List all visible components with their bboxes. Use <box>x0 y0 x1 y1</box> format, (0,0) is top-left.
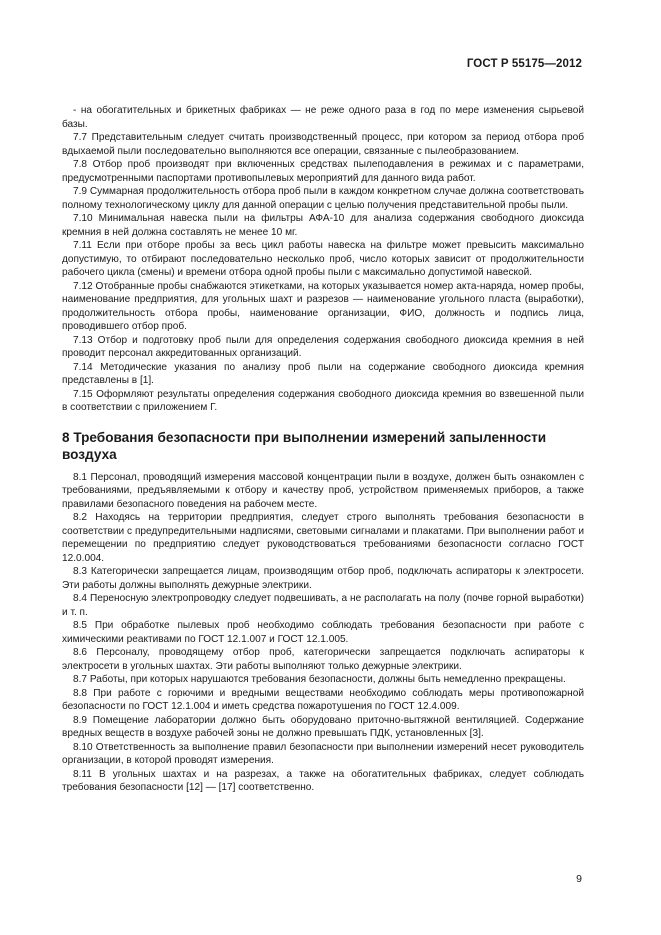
paragraph-8-2: 8.2 Находясь на территории предприятия, следует строго выполнять требования безопасности в соответствии с предупредительными надписями, световыми сигналами и плакатами. При выполнении работ и перемещении по предприятию следует руководствоваться требованиями безопасности согласно ГОСТ 12.0.004. <box>62 512 584 564</box>
paragraph-7-10: 7.10 Минимальная навеска пыли на фильтры АФА-10 для анализа содержания свободного диоксида кремния в ней должна составлять не менее 10 мг. <box>62 213 584 238</box>
paragraph-8-7: 8.7 Работы, при которых нарушаются требования безопасности, должны быть немедленно прекращены. <box>73 674 566 685</box>
paragraph-7-8: 7.8 Отбор проб производят при включенных средствах пылеподавления в режимах и с параметрами, предусмотренными паспортами противопылевых мероприятий для данного вида работ. <box>62 159 584 184</box>
document-code: ГОСТ Р 55175—2012 <box>466 58 582 70</box>
paragraph-7-13: 7.13 Отбор и подготовку проб пыли для определения содержания свободного диоксида кремния в ней проводит персонал аккредитованных организаций. <box>62 334 584 359</box>
paragraph-7-7: 7.7 Представительным следует считать производственный процесс, при котором за период отбора проб вдыхаемой пыли последовательно выполняются все операции, связанные с пылеобразованием. <box>62 132 584 157</box>
page-number: 9 <box>576 873 582 885</box>
paragraph-8-8: 8.8 При работе с горючими и вредными веществами необходимо соблюдать меры противопожарной безопасности по ГОСТ 12.1.004 и иметь средства пожаротушения по ГОСТ 12.4.009. <box>62 687 584 712</box>
section-8-heading: 8 Требования безопасности при выполнении измерений запыленности воздуха <box>62 429 547 462</box>
paragraph-7-12: 7.12 Отобранные пробы снабжаются этикетками, на которых указывается номер акта-наряда, номер пробы, наименование предприятия, для угольных шахт и разрезов — наименование угольного пласта (выработки), продолжительность отбора пробы, наименование организации, ФИО, должность и подпись лица, проводившего отбор проб. <box>62 280 584 332</box>
paragraph-8-1: 8.1 Персонал, проводящий измерения массовой концентрации пыли в воздухе, должен быть ознакомлен с требованиями, предъявляемыми к отбору и качеству проб, устройством применяемых приборов, а также правилами безопасного поведения на рабочем месте. <box>62 471 584 510</box>
paragraph-8-5: 8.5 При обработке пылевых проб необходимо соблюдать требования безопасности при работе с химическими реактивами по ГОСТ 12.1.007 и ГОСТ 12.1.005. <box>62 620 584 645</box>
paragraph-8-10: 8.10 Ответственность за выполнение правил безопасности при выполнении измерений несет руководитель организации, в которой проводят измерения. <box>62 741 584 766</box>
paragraph-8-6: 8.6 Персоналу, проводящему отбор проб, категорически запрещается подключать аспираторы к электросети в угольных шахтах. Эти работы выполняют только дежурные электрики. <box>62 647 584 672</box>
paragraph-7-14: 7.14 Методические указания по анализу проб пыли на содержание свободного диоксида кремния представлены в [1]. <box>62 361 584 386</box>
page-content <box>62 104 584 795</box>
paragraph-8-4: 8.4 Переносную электропроводку следует подвешивать, а не располагать на полу (почве горной выработки) и т. п. <box>62 593 584 618</box>
paragraph-7-6-continuation: - на обогатительных и брикетных фабриках — не реже одного раза в год по мере изменения сырьевой базы. <box>62 105 584 130</box>
paragraph-8-11: 8.11 В угольных шахтах и на разрезах, а также на обогатительных фабриках, следует соблюдать требования безопасности [12] — [17] соответственно. <box>62 768 584 793</box>
paragraph-7-15: 7.15 Оформляют результаты определения содержания свободного диоксида кремния во взвешенной пыли в соответствии с приложением Г. <box>62 388 584 413</box>
paragraph-7-11: 7.11 Если при отборе пробы за весь цикл работы навеска на фильтре может превысить максимально допустимую, то отбирают последовательно несколько проб, число которых зависит от продолжительности рабочего цикла (смены) и времени отбора одной пробы пыли с максимально допустимой навеской. <box>62 240 584 278</box>
paragraph-8-9: 8.9 Помещение лаборатории должно быть оборудовано приточно-вытяжной вентиляцией. Содержание вредных веществ в воздухе рабочей зоны не должно превышать ПДК, установленных [3]. <box>62 714 584 739</box>
paragraph-8-3: 8.3 Категорически запрещается лицам, производящим отбор проб, подключать аспираторы к электросети. Эти работы должны выполнять дежурные электрики. <box>62 566 584 591</box>
paragraph-7-9: 7.9 Суммарная продолжительность отбора проб пыли в каждом конкретном случае должна соответствовать полному технологическому циклу для данной операции с целью получения представительной пробы пыли. <box>62 186 584 211</box>
